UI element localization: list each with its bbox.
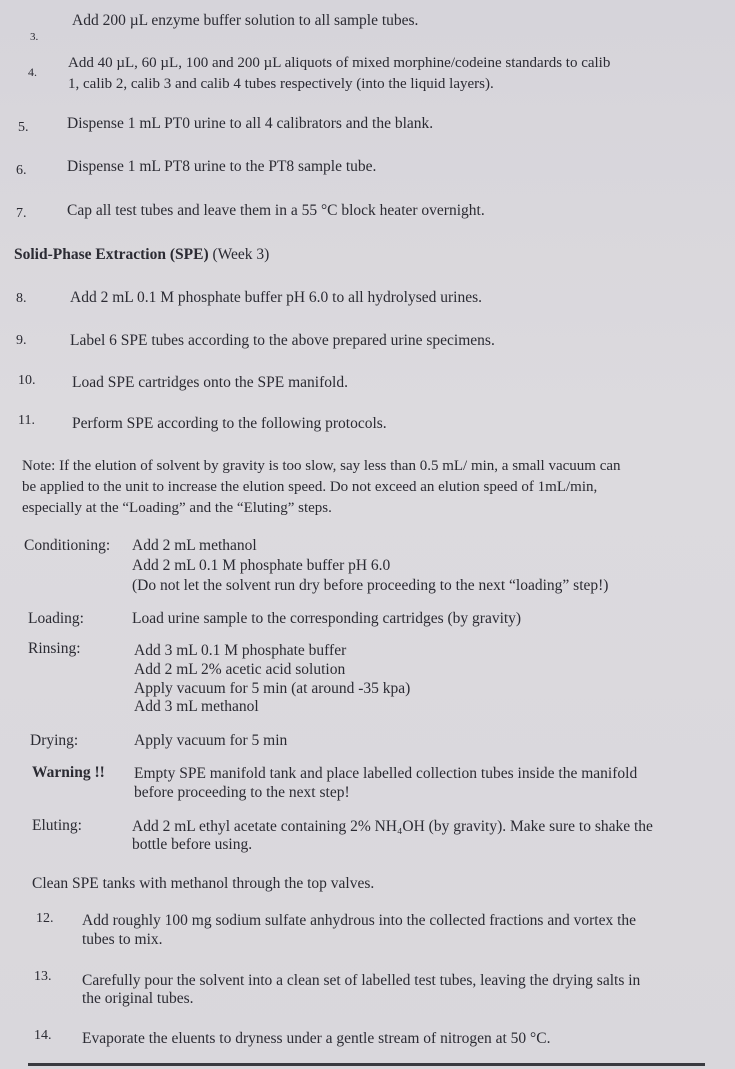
step-4-line-2: 1, calib 2, calib 3 and calib 4 tubes respectively (into the liquid layers).	[68, 76, 494, 92]
step-10-text: Load SPE cartridges onto the SPE manifold.	[72, 374, 348, 391]
clean-instruction: Clean SPE tanks with methanol through the top valves.	[32, 875, 375, 892]
warning-line-2: before proceeding to the next step!	[134, 784, 350, 801]
conditioning-step-1: Add 2 mL methanol	[132, 537, 257, 554]
step-7-text: Cap all test tubes and leave them in a 55 °C block heater overnight.	[67, 202, 485, 219]
loading-step-1: Load urine sample to the corresponding cartridges (by gravity)	[132, 610, 522, 627]
section-heading	[14, 246, 269, 264]
step-14-number: 14.	[34, 1028, 52, 1043]
step-14-text: Evaporate the eluents to dryness under a gentle stream of nitrogen at 50 °C.	[82, 1030, 551, 1047]
step-5-number: 5.	[18, 120, 29, 135]
step-12-number: 12.	[36, 911, 54, 926]
step-4-line-1: Add 40 µL, 60 µL, 100 and 200 µL aliquots of mixed morphine/codeine standards to calib	[68, 55, 611, 71]
conditioning-label: Conditioning:	[24, 537, 111, 554]
rinsing-step-3: Apply vacuum for 5 min (at around -35 kpa)	[134, 680, 411, 697]
section-heading-bold: Solid-Phase Extraction (SPE)	[14, 246, 209, 263]
rinsing-step-2: Add 2 mL 2% acetic acid solution	[134, 661, 346, 678]
page-bottom-rule	[28, 1063, 705, 1066]
section-heading-week: (Week 3)	[208, 246, 270, 263]
note-line-1: Note: If the elution of solvent by gravity is too slow, say less than 0.5 mL/ min, a small vacuum can	[22, 458, 621, 474]
step-6-text: Dispense 1 mL PT8 urine to the PT8 sample tube.	[67, 158, 377, 175]
step-13-line-2: the original tubes.	[82, 990, 194, 1007]
step-11-number: 11.	[18, 413, 35, 428]
drying-step-1: Apply vacuum for 5 min	[134, 732, 288, 749]
step-12-line-1: Add roughly 100 mg sodium sulfate anhydrous into the collected fractions and vortex the	[82, 912, 637, 929]
step-10-number: 10.	[18, 373, 36, 388]
step-4-number: 4.	[28, 65, 37, 79]
drying-label: Drying:	[30, 732, 79, 749]
conditioning-step-3: (Do not let the solvent run dry before proceeding to the next “loading” step!)	[132, 577, 609, 594]
note-line-2: be applied to the unit to increase the elution speed. Do not exceed an elution speed of 1mL/min,	[22, 479, 598, 495]
eluting-label: Eluting:	[32, 817, 82, 834]
rinsing-label: Rinsing:	[28, 640, 81, 657]
eluting-line-1: Add 2 mL ethyl acetate containing 2% NH₄OH (by gravity). Make sure to shake the	[132, 818, 653, 835]
step-11-text: Perform SPE according to the following protocols.	[72, 415, 387, 432]
step-5-text: Dispense 1 mL PT0 urine to all 4 calibrators and the blank.	[67, 115, 434, 132]
step-6-number: 6.	[16, 163, 27, 178]
eluting-line-2: bottle before using.	[132, 836, 253, 853]
step-9-text: Label 6 SPE tubes according to the above prepared urine specimens.	[70, 332, 495, 349]
step-13-number: 13.	[34, 969, 52, 984]
loading-label: Loading:	[28, 610, 84, 627]
note-line-3: especially at the “Loading” and the “Eluting” steps.	[22, 500, 332, 516]
warning-line-1: Empty SPE manifold tank and place labelled collection tubes inside the manifold	[134, 765, 638, 782]
rinsing-step-1: Add 3 mL 0.1 M phosphate buffer	[134, 642, 347, 659]
step-3-text: Add 200 µL enzyme buffer solution to all sample tubes.	[72, 12, 419, 29]
conditioning-step-2: Add 2 mL 0.1 M phosphate buffer pH 6.0	[132, 557, 391, 574]
rinsing-step-4: Add 3 mL methanol	[134, 698, 259, 715]
step-8-number: 8.	[16, 291, 27, 306]
warning-label: Warning !!	[32, 764, 105, 781]
step-7-number: 7.	[16, 206, 27, 221]
step-8-text: Add 2 mL 0.1 M phosphate buffer pH 6.0 to all hydrolysed urines.	[70, 289, 482, 306]
step-9-number: 9.	[16, 333, 27, 348]
step-3-number: 3.	[30, 31, 39, 43]
step-12-line-2: tubes to mix.	[82, 931, 163, 948]
step-13-line-1: Carefully pour the solvent into a clean set of labelled test tubes, leaving the drying salts in	[82, 972, 641, 989]
